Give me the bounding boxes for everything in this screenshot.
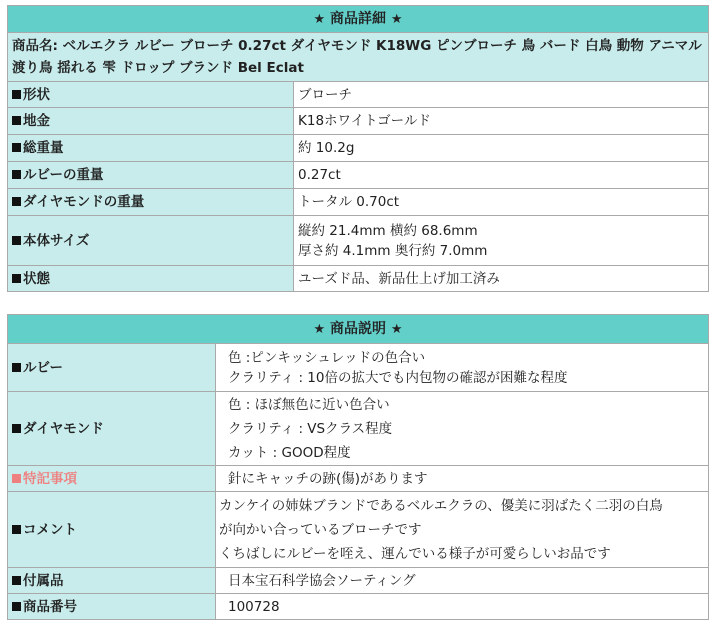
square-bullet-icon	[12, 525, 21, 534]
row-value-accessories: 日本宝石科学協会ソーティング	[216, 568, 709, 594]
square-bullet-icon	[12, 236, 21, 245]
row-label-special-notes: 特記事項	[8, 466, 216, 492]
star-icon: ★	[313, 321, 326, 337]
description-header	[8, 315, 709, 344]
square-bullet-icon	[12, 602, 21, 611]
square-bullet-icon	[12, 90, 21, 99]
square-bullet-icon	[12, 170, 21, 179]
row-value-diamond: 色 : ほぼ無色に近い色合い クラリティ : VSクラス程度 カット : GOOD程度	[216, 392, 709, 466]
square-bullet-icon	[12, 474, 21, 483]
row-label-diamond-weight: ダイヤモンドの重量	[8, 189, 294, 216]
star-icon: ★	[313, 11, 326, 27]
row-label-comment: コメント	[8, 492, 216, 568]
square-bullet-icon	[12, 363, 21, 372]
row-value-condition: ユーズド品、新品仕上げ加工済み	[294, 266, 709, 292]
row-label-condition: 状態	[8, 266, 294, 292]
square-bullet-icon	[12, 197, 21, 206]
square-bullet-icon	[12, 274, 21, 283]
row-label-diamond: ダイヤモンド	[8, 392, 216, 466]
row-value-shape: ブローチ	[294, 82, 709, 108]
row-value-ruby: 色 :ピンキッシュレッドの色合い クラリティ : 10倍の拡大でも内包物の確認が困難な程度	[216, 344, 709, 392]
row-label-product-number: 商品番号	[8, 594, 216, 620]
details-header-text: 商品詳細	[330, 10, 386, 27]
row-label-total-weight: 総重量	[8, 135, 294, 162]
row-value-ruby-weight: 0.27ct	[294, 162, 709, 189]
row-value-product-number: 100728	[216, 594, 709, 620]
row-label-ruby-weight: ルビーの重量	[8, 162, 294, 189]
star-icon: ★	[390, 321, 403, 337]
row-value-total-weight: 約 10.2g	[294, 135, 709, 162]
row-label-metal: 地金	[8, 108, 294, 135]
product-title: 商品名: ベルエクラ ルビー ブローチ 0.27ct ダイヤモンド K18WG ピンブローチ 鳥 バード 白鳥 動物 アニマル 渡り鳥 揺れる 雫 ドロップ ブランド Bel Eclat	[8, 33, 709, 82]
row-value-metal: K18ホワイトゴールド	[294, 108, 709, 135]
square-bullet-icon	[12, 116, 21, 125]
row-value-special-notes: 針にキャッチの跡(傷)があります	[216, 466, 709, 492]
details-header	[8, 6, 709, 33]
description-header-text: 商品説明	[330, 320, 386, 337]
row-value-diamond-weight: トータル 0.70ct	[294, 189, 709, 216]
square-bullet-icon	[12, 143, 21, 152]
star-icon: ★	[390, 11, 403, 27]
row-label-shape: 形状	[8, 82, 294, 108]
square-bullet-icon	[12, 576, 21, 585]
row-value-size: 縦約 21.4mm 横約 68.6mm 厚さ約 4.1mm 奥行約 7.0mm	[294, 216, 709, 266]
square-bullet-icon	[12, 424, 21, 433]
row-label-size: 本体サイズ	[8, 216, 294, 266]
row-label-accessories: 付属品	[8, 568, 216, 594]
row-label-ruby: ルビー	[8, 344, 216, 392]
description-table	[7, 314, 709, 620]
row-value-comment: カンケイの姉妹ブランドであるベルエクラの、優美に羽ばたく二羽の白鳥 が向かい合っているブローチです くちばしにルビーを咥え、運んでいる様子が可愛らしいお品です	[216, 492, 709, 568]
details-table	[7, 5, 709, 292]
